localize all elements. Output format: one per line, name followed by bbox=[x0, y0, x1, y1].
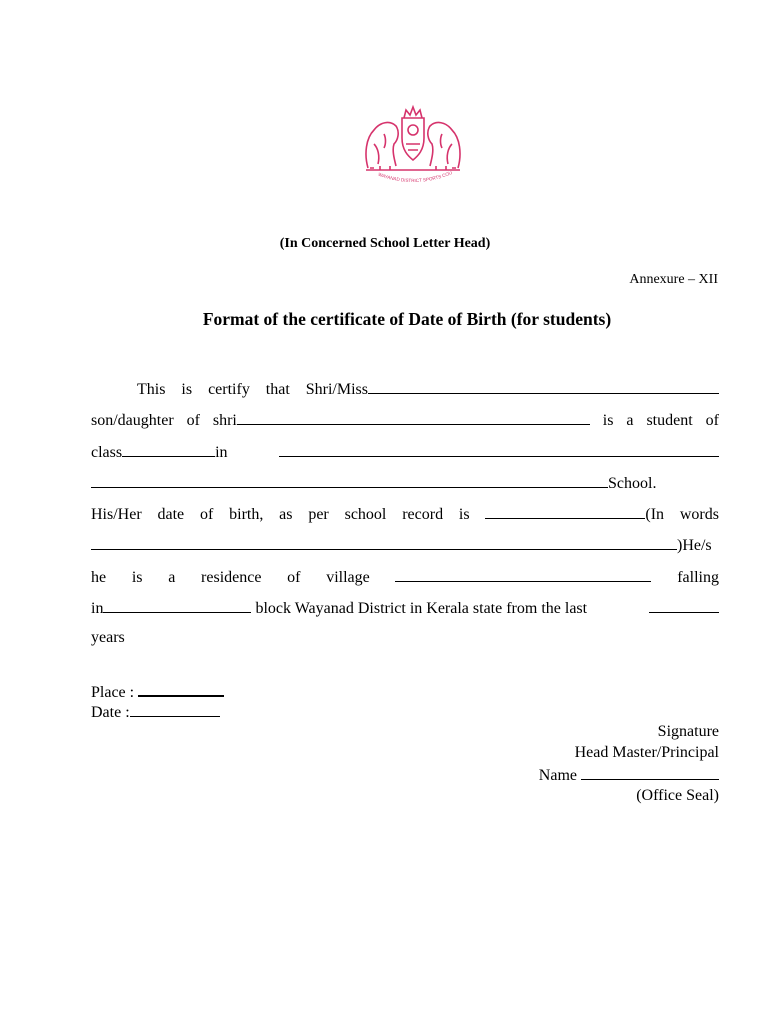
text-word: village bbox=[326, 569, 370, 586]
text-word: record bbox=[402, 506, 444, 523]
dob-words-blank[interactable] bbox=[91, 534, 677, 550]
certificate-line-5 bbox=[91, 503, 719, 525]
text-word: of bbox=[287, 569, 301, 586]
place-blank[interactable] bbox=[138, 680, 224, 697]
certificate-line-8 bbox=[91, 597, 719, 619]
certificate-line-3 bbox=[91, 441, 719, 463]
text-word: a bbox=[168, 569, 176, 586]
name-label: Name bbox=[538, 767, 577, 784]
text-word: that bbox=[265, 381, 290, 398]
date-label: Date : bbox=[91, 704, 130, 721]
text-word: School. bbox=[608, 475, 657, 492]
text-word: years bbox=[91, 629, 125, 646]
text-word: certify bbox=[208, 381, 250, 398]
designation-label: Head Master/Principal bbox=[574, 744, 719, 761]
place-label: Place : bbox=[91, 684, 135, 701]
text-word: as bbox=[279, 506, 293, 523]
signature-label: Signature bbox=[657, 723, 719, 740]
text-phrase: block Wayanad District in Kerala state from the last bbox=[255, 600, 588, 617]
certificate-line-4 bbox=[91, 472, 719, 494]
text-word: residence bbox=[201, 569, 262, 586]
kerala-state-emblem-icon bbox=[360, 104, 466, 188]
text-word: son/daughter bbox=[91, 412, 174, 429]
text-word: (In bbox=[645, 506, 665, 523]
text-word: he bbox=[91, 569, 107, 586]
parent-name-blank[interactable] bbox=[237, 409, 590, 425]
text-word: is bbox=[131, 569, 143, 586]
certificate-line-1 bbox=[137, 378, 719, 400]
text-word: Shri/Miss bbox=[305, 381, 368, 398]
village-blank[interactable] bbox=[395, 566, 651, 582]
letterhead-note: (In Concerned School Letter Head) bbox=[279, 236, 491, 251]
text-word: His/Her bbox=[91, 506, 142, 523]
date-row bbox=[91, 701, 719, 723]
text-word: falling bbox=[677, 569, 719, 586]
text-word: school bbox=[344, 506, 387, 523]
years-blank[interactable] bbox=[649, 597, 719, 613]
date-blank[interactable] bbox=[130, 701, 220, 717]
school-name-blank[interactable] bbox=[279, 441, 719, 457]
text-word: in bbox=[91, 600, 104, 617]
annexure-label: Annexure – XII bbox=[629, 272, 718, 287]
text-word: of bbox=[199, 506, 214, 523]
certificate-line-2 bbox=[91, 409, 719, 431]
text-word: per bbox=[308, 506, 329, 523]
text-word: )He/s bbox=[677, 537, 712, 554]
school-name-blank-2[interactable] bbox=[91, 472, 608, 488]
text-word: a bbox=[626, 412, 634, 429]
text-word: in bbox=[215, 444, 228, 461]
page-title: Format of the certificate of Date of Birth (for students) bbox=[202, 309, 612, 329]
class-blank[interactable] bbox=[122, 441, 215, 457]
text-word: is bbox=[181, 381, 193, 398]
certificate-line-9 bbox=[91, 628, 719, 648]
text-word: is bbox=[602, 412, 614, 429]
student-name-blank[interactable] bbox=[368, 378, 719, 394]
name-row bbox=[539, 764, 719, 786]
text-word: words bbox=[679, 506, 719, 523]
text-word: This bbox=[137, 381, 166, 398]
office-seal-label: (Office Seal) bbox=[636, 787, 719, 804]
text-word: of bbox=[186, 412, 200, 429]
certificate-line-6 bbox=[91, 534, 719, 556]
block-blank[interactable] bbox=[103, 597, 251, 613]
text-word: student bbox=[646, 412, 693, 429]
text-word: is bbox=[458, 506, 470, 523]
dob-figures-blank[interactable] bbox=[485, 503, 645, 519]
text-word: date bbox=[157, 506, 185, 523]
text-word: class bbox=[91, 444, 123, 461]
text-word: of bbox=[705, 412, 719, 429]
certificate-line-7 bbox=[91, 566, 719, 588]
text-word: birth, bbox=[229, 506, 264, 523]
text-word: shri bbox=[212, 412, 237, 429]
name-blank[interactable] bbox=[581, 764, 719, 780]
emblem-caption: WAYANAD DISTRICT SPORTS COU bbox=[377, 170, 453, 184]
place-row bbox=[91, 680, 719, 703]
